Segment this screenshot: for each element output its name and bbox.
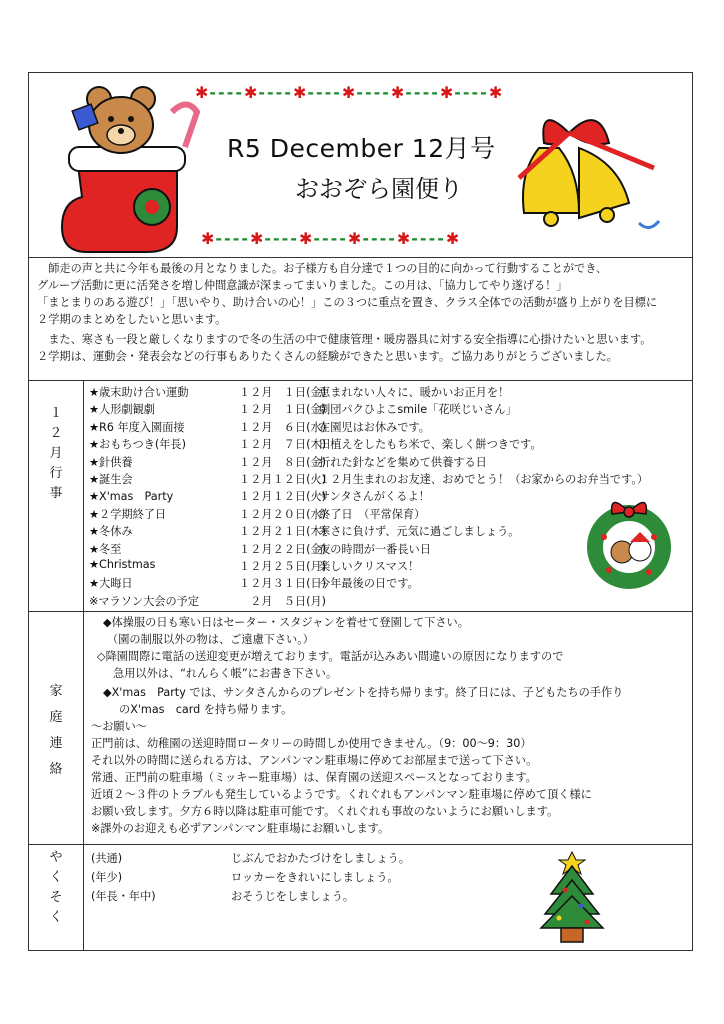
label-char: や xyxy=(49,850,63,865)
event-description: サンタさんがくるよ！ xyxy=(319,490,430,504)
bottom-garland: ✱----✱----✱----✱----✱----✱ xyxy=(201,229,461,248)
notice-line: 急用以外は、“れんらく帳”にお書き下さい。 xyxy=(113,667,338,680)
event-date: １２月１２日(火) xyxy=(239,490,327,504)
event-name: ★R6 年度入園面接 xyxy=(89,420,185,434)
event-description: 田植えをしたもち米で、楽しく餅つきです。 xyxy=(319,438,542,452)
event-description: 夜の時間が一番長い日 xyxy=(319,542,431,556)
notice-line: のX'mas card を持ち帰ります。 xyxy=(119,703,293,716)
promise-text: おそうじをしましょう。 xyxy=(231,890,355,903)
promise-section xyxy=(29,844,692,950)
promise-text: ロッカーをきれいにしましょう。 xyxy=(231,871,399,884)
notice-line: 常通、正門前の駐車場（ミッキー駐車場）は、保育園の送迎スペースとなっております。 xyxy=(91,771,537,784)
event-date: １２月２１日(木) xyxy=(239,525,327,539)
christmas-bells-illustration xyxy=(499,103,669,253)
bear-stocking-illustration xyxy=(37,77,217,257)
label-char: 庭 xyxy=(49,710,63,725)
intro-line: また、寒さも一段と厳しくなりますので冬の生活の中で健康管理・暖房器具に対する安全指導に心掛けたいと思います。 xyxy=(37,333,652,346)
promise-group: (共通) xyxy=(91,852,123,865)
event-name: ★誕生会 xyxy=(89,473,133,486)
christmas-wreath-illustration xyxy=(584,492,674,588)
event-date: １２月 １日(金) xyxy=(239,403,327,417)
intro-line: ２学期は、運動会・発表会などの行事もありたくさんの経験ができたと思います。ご協力ありがとうございました。 xyxy=(37,350,618,363)
event-description: １２月生まれのお友達、おめでとう！（お家からのお弁当です。） xyxy=(319,473,649,486)
top-garland: ✱----✱----✱----✱----✱----✱----✱ xyxy=(195,83,504,102)
event-date: ２月 ５日(月) xyxy=(239,594,327,608)
label-char: ２ xyxy=(49,426,63,441)
notice-line: 正門前は、幼稚園の送迎時間ロータリーの時間しか使用できません。（9：00～9：30） xyxy=(91,737,532,750)
label-char: 行 xyxy=(49,466,63,481)
notice-line: （園の制服以外の物は、ご遠慮下さい。） xyxy=(107,633,314,646)
event-name: ★２学期終了日 xyxy=(89,507,167,521)
promise-label xyxy=(46,848,66,928)
label-char: 連 xyxy=(49,736,63,751)
event-description: 恵まれない人々に、暖かいお正月を！ xyxy=(319,386,510,399)
event-description: 折れた針などを集めて供養する日 xyxy=(319,455,487,469)
event-date: １２月２５日(月) xyxy=(239,560,327,573)
family-notice-section xyxy=(29,611,692,845)
event-date: １２月２２日(金) xyxy=(239,542,327,556)
newsletter-name: おおぞら園便り xyxy=(295,175,463,203)
event-date: １２月１２日(火) xyxy=(239,473,327,486)
event-name: ★針供養 xyxy=(89,455,133,469)
event-description: 終了日 （平常保育） xyxy=(319,507,426,521)
events-label xyxy=(46,404,66,504)
intro-line: グループ活動に更に活発さを増し仲間意識が深まってまいりました。この月は、「協力してやり遂げる！」 xyxy=(37,279,568,292)
family-label xyxy=(46,679,66,783)
event-description: 寒さに負けず、元気に過ごしましょう。 xyxy=(319,525,520,539)
newsletter-issue-title: R5 December 12月号 xyxy=(227,134,496,163)
event-name: ★冬至 xyxy=(89,542,122,556)
christmas-tree-illustration xyxy=(537,848,607,944)
event-date: １２月 ６日(水) xyxy=(239,420,327,434)
label-char: 月 xyxy=(49,446,63,461)
event-date: １２月３１日(日) xyxy=(239,577,327,591)
event-description: 劇団パクひよこsmile「花咲じいさん」 xyxy=(319,403,517,417)
events-label-cell xyxy=(29,380,84,611)
promise-group: (年少) xyxy=(91,871,123,884)
event-date: １２月 ８日(金) xyxy=(239,455,327,469)
event-date: １２月 ７日(木) xyxy=(239,438,327,452)
event-name: ★Christmas xyxy=(89,558,156,571)
promise-text: じぶんでおかたづけをしましょう。 xyxy=(231,852,411,865)
notice-line: ～お願い～ xyxy=(91,720,147,733)
family-label-cell xyxy=(29,611,84,844)
label-char: 絡 xyxy=(49,762,63,777)
newsletter-page xyxy=(28,72,693,951)
notice-line: ◆X'mas Party では、サンタさんからのプレゼントを持ち帰ります。終了日には、子どもたちの手作り xyxy=(103,686,624,699)
notice-line: お願い致します。夕方６時以降は駐車可能です。くれぐれも事故のないようにお願いします。 xyxy=(91,805,559,818)
event-date: １２月２０日(水) xyxy=(239,507,327,521)
notice-line: ◇降園間際に電話の送迎変更が増えております。電話が込みあい間違いの原因になりますので xyxy=(97,650,564,663)
intro-line: ２学期のまとめをしたいと思います。 xyxy=(37,313,227,326)
intro-line: 「まとまりのある遊び！」「思いやり、助け合いの心！」この３つに重点を置き、クラス全体での活動が盛り上がりを目標に xyxy=(37,296,658,309)
notice-line: ◆体操服の日も寒い日はセーター・スタジャンを着せて登園して下さい。 xyxy=(103,616,469,629)
event-name: ※マラソン大会の予定 xyxy=(89,594,200,608)
event-name: ★冬休み xyxy=(89,525,133,539)
promise-group: (年長・年中) xyxy=(91,890,156,903)
event-description: 楽しいクリスマス！ xyxy=(319,560,420,573)
promise-label-cell xyxy=(29,844,84,950)
newsletter-header xyxy=(29,73,692,258)
event-date: １２月 １日(金) xyxy=(239,386,327,399)
event-description: 今年最後の日です。 xyxy=(319,577,419,591)
label-char: く xyxy=(49,870,63,885)
event-name: ★歳末助け合い運動 xyxy=(89,386,189,399)
notice-line: それ以外の時間に送られる方は、アンパンマン駐車場に停めてお部屋まで送って下さい。 xyxy=(91,754,538,767)
label-char: 家 xyxy=(49,684,63,699)
intro-line: 師走の声と共に今年も最後の月となりました。お子様方も自分達で１つの目的に向かって行動することができ、 xyxy=(37,262,608,275)
notice-line: ※課外のお迎えも必ずアンパンマン駐車場にお願いします。 xyxy=(91,822,390,835)
label-char: そ xyxy=(49,890,63,905)
event-description: 在園児はお休みです。 xyxy=(319,420,430,434)
event-name: ★大晦日 xyxy=(89,577,133,591)
notice-line: 近頃２～３件のトラブルも発生しているようです。くれぐれもアンパンマン駐車場に停めて頂く様に xyxy=(91,788,592,801)
event-name: ★おもちつき(年長) xyxy=(89,438,186,452)
label-char: く xyxy=(49,910,63,925)
event-name: ★X'mas Party xyxy=(89,490,174,504)
events-section xyxy=(29,380,692,612)
label-char: 事 xyxy=(49,486,63,501)
intro-section xyxy=(29,257,692,381)
event-name: ★人形劇観劇 xyxy=(89,403,155,417)
label-char: １ xyxy=(49,406,63,421)
